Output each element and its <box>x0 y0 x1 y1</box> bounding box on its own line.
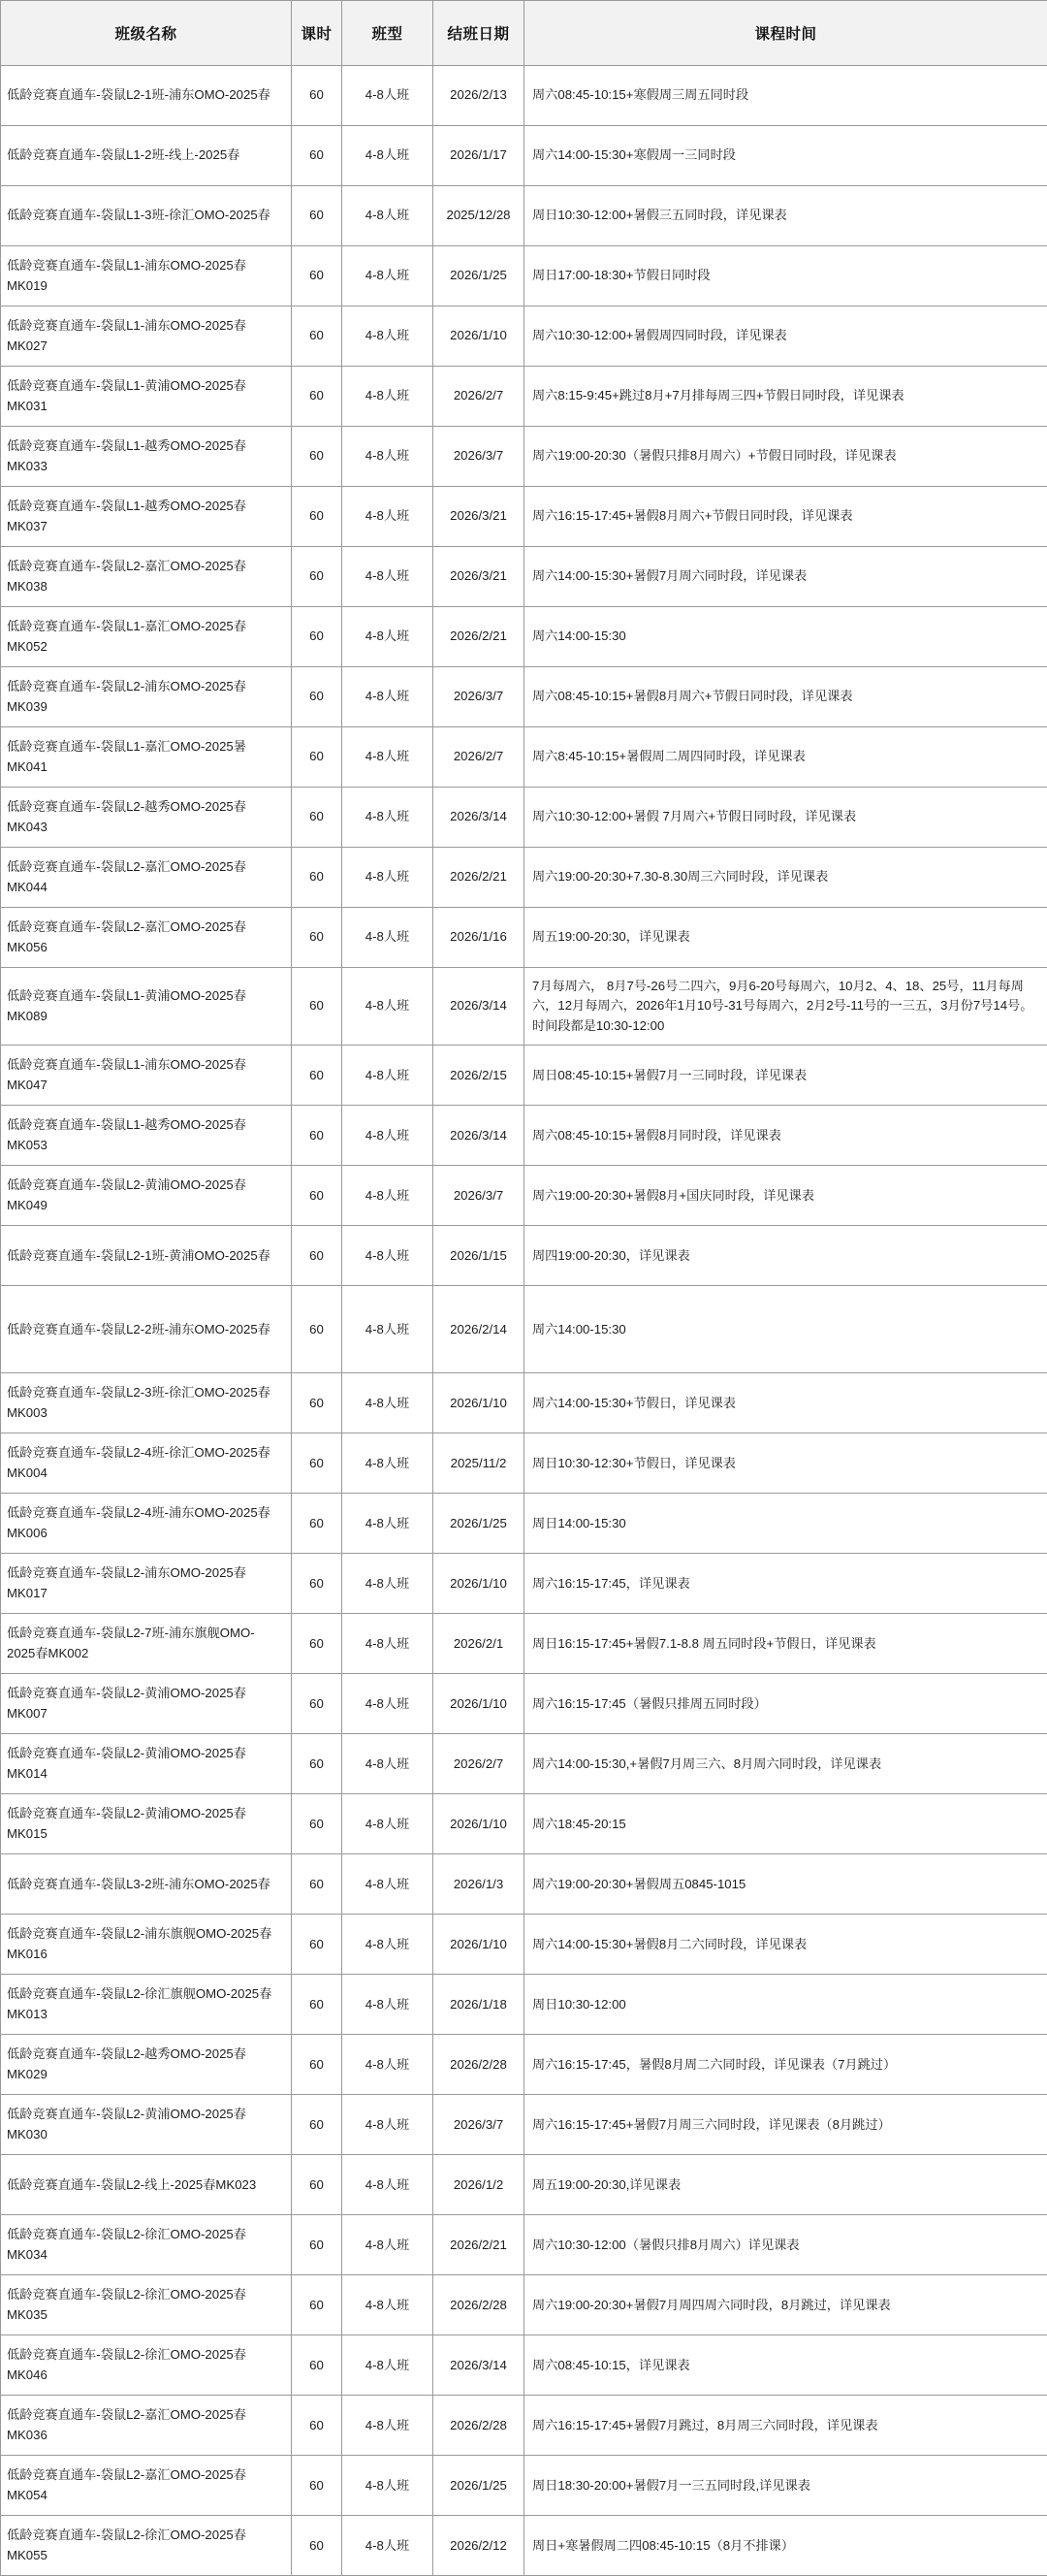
cell-hours: 60 <box>292 1915 342 1975</box>
table-row[interactable] <box>1 1614 1047 1674</box>
cell-class-name: 低龄竞赛直通车-袋鼠L1-越秀OMO-2025春MK033 <box>1 427 292 487</box>
cell-end-date: 2026/1/25 <box>433 1494 524 1554</box>
table-row[interactable] <box>1 1794 1047 1854</box>
cell-end-date: 2026/3/7 <box>433 667 524 727</box>
cell-course-time: 周六16:15-17:45+暑假7月周三六同时段，详见课表（8月跳过） <box>524 2095 1047 2155</box>
cell-hours: 60 <box>292 186 342 246</box>
cell-class-name: 低龄竞赛直通车-袋鼠L2-黄浦OMO-2025春MK015 <box>1 1794 292 1854</box>
cell-class-name: 低龄竞赛直通车-袋鼠L1-越秀OMO-2025春MK053 <box>1 1106 292 1166</box>
cell-class-name: 低龄竞赛直通车-袋鼠L2-嘉汇OMO-2025春MK056 <box>1 908 292 968</box>
cell-course-time: 周六19:00-20:30+暑假7月周四周六同时段，8月跳过，详见课表 <box>524 2275 1047 2335</box>
table-row[interactable] <box>1 1226 1047 1286</box>
table-row[interactable] <box>1 126 1047 186</box>
cell-hours: 60 <box>292 2155 342 2215</box>
cell-hours: 60 <box>292 367 342 427</box>
cell-class-type: 4-8人班 <box>342 1286 433 1373</box>
cell-class-type: 4-8人班 <box>342 1554 433 1614</box>
cell-class-type: 4-8人班 <box>342 487 433 547</box>
table-row[interactable] <box>1 2516 1047 2576</box>
cell-course-time: 周六08:45-10:15，详见课表 <box>524 2335 1047 2396</box>
cell-hours: 60 <box>292 427 342 487</box>
cell-class-name: 低龄竞赛直通车-袋鼠L2-越秀OMO-2025春MK043 <box>1 788 292 848</box>
cell-class-type: 4-8人班 <box>342 607 433 667</box>
cell-class-name: 低龄竞赛直通车-袋鼠L1-浦东OMO-2025春MK019 <box>1 246 292 306</box>
cell-hours: 60 <box>292 1854 342 1915</box>
cell-hours: 60 <box>292 727 342 788</box>
cell-course-time: 周六16:15-17:45+暑假8月周六+节假日同时段，详见课表 <box>524 487 1047 547</box>
cell-hours: 60 <box>292 2335 342 2396</box>
cell-hours: 60 <box>292 908 342 968</box>
cell-hours: 60 <box>292 1286 342 1373</box>
cell-hours: 60 <box>292 2396 342 2456</box>
cell-class-type: 4-8人班 <box>342 2456 433 2516</box>
cell-course-time: 周日08:45-10:15+暑假7月一三同时段，详见课表 <box>524 1046 1047 1106</box>
cell-class-type: 4-8人班 <box>342 2095 433 2155</box>
cell-class-type: 4-8人班 <box>342 1975 433 2035</box>
table-row[interactable] <box>1 848 1047 908</box>
cell-class-type: 4-8人班 <box>342 2335 433 2396</box>
cell-end-date: 2026/1/25 <box>433 246 524 306</box>
cell-hours: 60 <box>292 1494 342 1554</box>
cell-course-time: 周五19:00-20:30,详见课表 <box>524 2155 1047 2215</box>
cell-class-type: 4-8人班 <box>342 186 433 246</box>
cell-hours: 60 <box>292 1734 342 1794</box>
cell-course-time: 周六19:00-20:30+暑假8月+国庆同时段，详见课表 <box>524 1166 1047 1226</box>
cell-class-type: 4-8人班 <box>342 126 433 186</box>
cell-end-date: 2026/1/10 <box>433 1674 524 1734</box>
cell-class-type: 4-8人班 <box>342 66 433 126</box>
cell-class-type: 4-8人班 <box>342 367 433 427</box>
cell-end-date: 2026/2/28 <box>433 2275 524 2335</box>
cell-class-type: 4-8人班 <box>342 1674 433 1734</box>
cell-course-time: 周日10:30-12:30+节假日，详见课表 <box>524 1433 1047 1494</box>
cell-class-name: 低龄竞赛直通车-袋鼠L2-黄浦OMO-2025春MK049 <box>1 1166 292 1226</box>
cell-course-time: 周六19:00-20:30（暑假只排8月周六）+节假日同时段，详见课表 <box>524 427 1047 487</box>
column-header-hours[interactable]: 课时 <box>292 1 342 66</box>
table-row[interactable] <box>1 607 1047 667</box>
cell-class-type: 4-8人班 <box>342 427 433 487</box>
cell-course-time: 周六14:00-15:30+暑假8月二六同时段，详见课表 <box>524 1915 1047 1975</box>
cell-end-date: 2026/1/18 <box>433 1975 524 2035</box>
cell-class-type: 4-8人班 <box>342 1915 433 1975</box>
cell-class-name: 低龄竞赛直通车-袋鼠L2-黄浦OMO-2025春MK007 <box>1 1674 292 1734</box>
cell-class-name: 低龄竞赛直通车-袋鼠L2-越秀OMO-2025春MK029 <box>1 2035 292 2095</box>
cell-hours: 60 <box>292 487 342 547</box>
table-row[interactable] <box>1 2335 1047 2396</box>
cell-course-time: 7月每周六， 8月7号-26号二四六，9月6-20号每周六，10月2、4、18、25号，11月每周六，12月每周六，2026年1月10号-31号每周六，2月2号-11号的一三五，3月份7号14号。时间段都是10:30-12:00 <box>524 968 1047 1046</box>
table-row[interactable] <box>1 788 1047 848</box>
cell-end-date: 2026/2/13 <box>433 66 524 126</box>
cell-class-name: 低龄竞赛直通车-袋鼠L1-黄浦OMO-2025春MK089 <box>1 968 292 1046</box>
cell-course-time: 周六14:00-15:30+暑假7月周六同时段，详见课表 <box>524 547 1047 607</box>
table-row[interactable] <box>1 1734 1047 1794</box>
table-row[interactable] <box>1 547 1047 607</box>
table-row[interactable] <box>1 66 1047 126</box>
cell-class-type: 4-8人班 <box>342 2396 433 2456</box>
cell-end-date: 2026/1/17 <box>433 126 524 186</box>
cell-end-date: 2026/2/28 <box>433 2035 524 2095</box>
table-row[interactable] <box>1 1373 1047 1433</box>
cell-class-name: 低龄竞赛直通车-袋鼠L2-黄浦OMO-2025春MK014 <box>1 1734 292 1794</box>
table-row[interactable] <box>1 667 1047 727</box>
cell-course-time: 周六08:45-10:15+暑假8月周六+节假日同时段，详见课表 <box>524 667 1047 727</box>
cell-course-time: 周六08:45-10:15+寒假周三周五同时段 <box>524 66 1047 126</box>
table-row[interactable] <box>1 1166 1047 1226</box>
cell-hours: 60 <box>292 1975 342 2035</box>
cell-class-type: 4-8人班 <box>342 1166 433 1226</box>
cell-class-name: 低龄竞赛直通车-袋鼠L2-嘉汇OMO-2025春MK054 <box>1 2456 292 2516</box>
cell-end-date: 2025/12/28 <box>433 186 524 246</box>
cell-hours: 60 <box>292 2215 342 2275</box>
cell-hours: 60 <box>292 1614 342 1674</box>
cell-class-type: 4-8人班 <box>342 667 433 727</box>
cell-class-type: 4-8人班 <box>342 1046 433 1106</box>
cell-hours: 60 <box>292 126 342 186</box>
cell-end-date: 2026/1/2 <box>433 2155 524 2215</box>
cell-hours: 60 <box>292 246 342 306</box>
cell-class-name: 低龄竞赛直通车-袋鼠L2-4班-徐汇OMO-2025春MK004 <box>1 1433 292 1494</box>
cell-end-date: 2026/3/21 <box>433 487 524 547</box>
table-row[interactable] <box>1 367 1047 427</box>
cell-class-type: 4-8人班 <box>342 968 433 1046</box>
cell-class-type: 4-8人班 <box>342 1433 433 1494</box>
cell-hours: 60 <box>292 1554 342 1614</box>
cell-class-name: 低龄竞赛直通车-袋鼠L1-3班-徐汇OMO-2025春 <box>1 186 292 246</box>
cell-class-name: 低龄竞赛直通车-袋鼠L2-黄浦OMO-2025春MK030 <box>1 2095 292 2155</box>
column-header-class-type[interactable]: 班型 <box>342 1 433 66</box>
cell-class-type: 4-8人班 <box>342 246 433 306</box>
cell-class-name: 低龄竞赛直通车-袋鼠L1-浦东OMO-2025春MK027 <box>1 306 292 367</box>
cell-course-time: 周六16:15-17:45+暑假7月跳过，8月周三六同时段，详见课表 <box>524 2396 1047 2456</box>
cell-end-date: 2026/3/21 <box>433 547 524 607</box>
cell-class-type: 4-8人班 <box>342 1373 433 1433</box>
cell-hours: 60 <box>292 1106 342 1166</box>
cell-course-time: 周六16:15-17:45（暑假只排周五同时段） <box>524 1674 1047 1734</box>
column-header-class-name[interactable]: 班级名称 <box>1 1 292 66</box>
table-row[interactable] <box>1 2456 1047 2516</box>
cell-course-time: 周日10:30-12:00+暑假三五同时段，详见课表 <box>524 186 1047 246</box>
cell-class-type: 4-8人班 <box>342 2035 433 2095</box>
cell-class-type: 4-8人班 <box>342 2275 433 2335</box>
cell-class-type: 4-8人班 <box>342 1494 433 1554</box>
cell-end-date: 2026/1/3 <box>433 1854 524 1915</box>
cell-hours: 60 <box>292 2095 342 2155</box>
cell-class-type: 4-8人班 <box>342 547 433 607</box>
cell-class-type: 4-8人班 <box>342 1794 433 1854</box>
table-row[interactable] <box>1 1286 1047 1373</box>
cell-course-time: 周日+寒暑假周二四08:45-10:15（8月不排课） <box>524 2516 1047 2576</box>
cell-hours: 60 <box>292 2516 342 2576</box>
cell-end-date: 2026/1/10 <box>433 1915 524 1975</box>
header-row <box>1 1 1047 66</box>
cell-hours: 60 <box>292 667 342 727</box>
cell-end-date: 2026/2/28 <box>433 2396 524 2456</box>
cell-course-time: 周六10:30-12:00+暑假 7月周六+节假日同时段，详见课表 <box>524 788 1047 848</box>
cell-end-date: 2026/2/14 <box>433 1286 524 1373</box>
cell-course-time: 周日17:00-18:30+节假日同时段 <box>524 246 1047 306</box>
cell-hours: 60 <box>292 306 342 367</box>
cell-class-type: 4-8人班 <box>342 1734 433 1794</box>
cell-end-date: 2026/2/12 <box>433 2516 524 2576</box>
cell-class-name: 低龄竞赛直通车-袋鼠L2-线上-2025春MK023 <box>1 2155 292 2215</box>
cell-course-time: 周六16:15-17:45，详见课表 <box>524 1554 1047 1614</box>
cell-class-name: 低龄竞赛直通车-袋鼠L2-2班-浦东OMO-2025春 <box>1 1286 292 1373</box>
cell-hours: 60 <box>292 2456 342 2516</box>
cell-hours: 60 <box>292 1794 342 1854</box>
cell-class-name: 低龄竞赛直通车-袋鼠L2-7班-浦东旗舰OMO-2025春MK002 <box>1 1614 292 1674</box>
cell-end-date: 2026/1/15 <box>433 1226 524 1286</box>
cell-course-time: 周六08:45-10:15+暑假8月同时段，详见课表 <box>524 1106 1047 1166</box>
cell-hours: 60 <box>292 607 342 667</box>
cell-class-name: 低龄竞赛直通车-袋鼠L2-徐汇OMO-2025春MK046 <box>1 2335 292 2396</box>
cell-end-date: 2026/3/7 <box>433 2095 524 2155</box>
cell-course-time: 周六19:00-20:30+7.30-8.30周三六同时段，详见课表 <box>524 848 1047 908</box>
table-row[interactable] <box>1 1433 1047 1494</box>
table-row[interactable] <box>1 2155 1047 2215</box>
cell-course-time: 周六8:45-10:15+暑假周二周四同时段，详见课表 <box>524 727 1047 788</box>
cell-course-time: 周六14:00-15:30 <box>524 607 1047 667</box>
table-row[interactable] <box>1 487 1047 547</box>
cell-end-date: 2026/2/7 <box>433 727 524 788</box>
cell-class-type: 4-8人班 <box>342 2516 433 2576</box>
cell-course-time: 周六10:30-12:00（暑假只排8月周六）详见课表 <box>524 2215 1047 2275</box>
column-header-end-date[interactable]: 结班日期 <box>433 1 524 66</box>
cell-class-name: 低龄竞赛直通车-袋鼠L1-嘉汇OMO-2025暑MK041 <box>1 727 292 788</box>
cell-hours: 60 <box>292 547 342 607</box>
table-body <box>1 66 1047 2576</box>
cell-hours: 60 <box>292 1166 342 1226</box>
table-row[interactable] <box>1 1854 1047 1915</box>
cell-course-time: 周六8:15-9:45+跳过8月+7月排每周三四+节假日同时段，详见课表 <box>524 367 1047 427</box>
cell-end-date: 2026/3/14 <box>433 2335 524 2396</box>
cell-class-name: 低龄竞赛直通车-袋鼠L1-越秀OMO-2025春MK037 <box>1 487 292 547</box>
cell-hours: 60 <box>292 66 342 126</box>
cell-end-date: 2026/2/7 <box>433 1734 524 1794</box>
table-row[interactable] <box>1 2275 1047 2335</box>
cell-class-type: 4-8人班 <box>342 848 433 908</box>
table-row[interactable] <box>1 1494 1047 1554</box>
column-header-course-time[interactable]: 课程时间 <box>524 1 1047 66</box>
table-row[interactable] <box>1 727 1047 788</box>
table-row[interactable] <box>1 427 1047 487</box>
table-row[interactable] <box>1 246 1047 306</box>
table-row[interactable] <box>1 2215 1047 2275</box>
cell-class-type: 4-8人班 <box>342 1614 433 1674</box>
cell-end-date: 2026/1/10 <box>433 306 524 367</box>
cell-class-name: 低龄竞赛直通车-袋鼠L2-1班-浦东OMO-2025春 <box>1 66 292 126</box>
cell-course-time: 周六10:30-12:00+暑假周四同时段，详见课表 <box>524 306 1047 367</box>
cell-end-date: 2026/3/14 <box>433 788 524 848</box>
cell-hours: 60 <box>292 1046 342 1106</box>
cell-class-type: 4-8人班 <box>342 1106 433 1166</box>
table-row[interactable] <box>1 968 1047 1046</box>
cell-class-name: 低龄竞赛直通车-袋鼠L2-徐汇OMO-2025春MK055 <box>1 2516 292 2576</box>
table-header <box>1 1 1047 66</box>
cell-end-date: 2026/1/25 <box>433 2456 524 2516</box>
table-row[interactable] <box>1 2396 1047 2456</box>
cell-end-date: 2026/2/21 <box>433 848 524 908</box>
cell-hours: 60 <box>292 1373 342 1433</box>
cell-end-date: 2026/2/15 <box>433 1046 524 1106</box>
cell-class-name: 低龄竞赛直通车-袋鼠L2-4班-浦东OMO-2025春MK006 <box>1 1494 292 1554</box>
cell-class-name: 低龄竞赛直通车-袋鼠L2-嘉汇OMO-2025春MK044 <box>1 848 292 908</box>
cell-class-type: 4-8人班 <box>342 2215 433 2275</box>
cell-course-time: 周六18:45-20:15 <box>524 1794 1047 1854</box>
cell-course-time: 周六14:00-15:30 <box>524 1286 1047 1373</box>
cell-class-type: 4-8人班 <box>342 2155 433 2215</box>
table-row[interactable] <box>1 1106 1047 1166</box>
cell-end-date: 2025/11/2 <box>433 1433 524 1494</box>
cell-class-name: 低龄竞赛直通车-袋鼠L1-浦东OMO-2025春MK047 <box>1 1046 292 1106</box>
cell-hours: 60 <box>292 848 342 908</box>
cell-class-name: 低龄竞赛直通车-袋鼠L2-浦东OMO-2025春MK017 <box>1 1554 292 1614</box>
cell-class-name: 低龄竞赛直通车-袋鼠L2-嘉汇OMO-2025春MK036 <box>1 2396 292 2456</box>
cell-end-date: 2026/1/10 <box>433 1554 524 1614</box>
table-row[interactable] <box>1 186 1047 246</box>
cell-course-time: 周六19:00-20:30+暑假周五0845-1015 <box>524 1854 1047 1915</box>
cell-hours: 60 <box>292 2275 342 2335</box>
cell-end-date: 2026/1/10 <box>433 1373 524 1433</box>
cell-class-name: 低龄竞赛直通车-袋鼠L2-徐汇OMO-2025春MK035 <box>1 2275 292 2335</box>
table-row[interactable] <box>1 1046 1047 1106</box>
cell-course-time: 周四19:00-20:30，详见课表 <box>524 1226 1047 1286</box>
cell-class-name: 低龄竞赛直通车-袋鼠L2-浦东旗舰OMO-2025春MK016 <box>1 1915 292 1975</box>
cell-hours: 60 <box>292 2035 342 2095</box>
cell-end-date: 2026/1/10 <box>433 1794 524 1854</box>
cell-end-date: 2026/3/7 <box>433 427 524 487</box>
table-row[interactable] <box>1 1975 1047 2035</box>
cell-end-date: 2026/2/7 <box>433 367 524 427</box>
cell-end-date: 2026/3/14 <box>433 968 524 1046</box>
cell-course-time: 周日14:00-15:30 <box>524 1494 1047 1554</box>
cell-course-time: 周日10:30-12:00 <box>524 1975 1047 2035</box>
cell-course-time: 周六16:15-17:45，暑假8月周二六同时段，详见课表（7月跳过） <box>524 2035 1047 2095</box>
table-row[interactable] <box>1 908 1047 968</box>
cell-hours: 60 <box>292 1674 342 1734</box>
cell-class-type: 4-8人班 <box>342 1854 433 1915</box>
cell-course-time: 周六14:00-15:30+寒假周一三同时段 <box>524 126 1047 186</box>
cell-end-date: 2026/3/7 <box>433 1166 524 1226</box>
cell-hours: 60 <box>292 1226 342 1286</box>
cell-class-name: 低龄竞赛直通车-袋鼠L2-嘉汇OMO-2025春MK038 <box>1 547 292 607</box>
cell-end-date: 2026/1/16 <box>433 908 524 968</box>
cell-hours: 60 <box>292 968 342 1046</box>
cell-course-time: 周日18:30-20:00+暑假7月一三五同时段,详见课表 <box>524 2456 1047 2516</box>
cell-course-time: 周五19:00-20:30，详见课表 <box>524 908 1047 968</box>
cell-end-date: 2026/2/1 <box>433 1614 524 1674</box>
cell-class-name: 低龄竞赛直通车-袋鼠L1-2班-线上-2025春 <box>1 126 292 186</box>
table-row[interactable] <box>1 2035 1047 2095</box>
cell-end-date: 2026/3/14 <box>433 1106 524 1166</box>
table-row[interactable] <box>1 2095 1047 2155</box>
cell-class-type: 4-8人班 <box>342 306 433 367</box>
cell-class-name: 低龄竞赛直通车-袋鼠L1-黄浦OMO-2025春MK031 <box>1 367 292 427</box>
cell-end-date: 2026/2/21 <box>433 607 524 667</box>
cell-class-type: 4-8人班 <box>342 908 433 968</box>
cell-class-name: 低龄竞赛直通车-袋鼠L1-嘉汇OMO-2025春MK052 <box>1 607 292 667</box>
table-row[interactable] <box>1 1915 1047 1975</box>
cell-class-name: 低龄竞赛直通车-袋鼠L2-徐汇OMO-2025春MK034 <box>1 2215 292 2275</box>
cell-class-name: 低龄竞赛直通车-袋鼠L2-3班-徐汇OMO-2025春MK003 <box>1 1373 292 1433</box>
cell-course-time: 周六14:00-15:30+节假日，详见课表 <box>524 1373 1047 1433</box>
cell-class-name: 低龄竞赛直通车-袋鼠L3-2班-浦东OMO-2025春 <box>1 1854 292 1915</box>
table-row[interactable] <box>1 306 1047 367</box>
table-row[interactable] <box>1 1554 1047 1614</box>
cell-class-type: 4-8人班 <box>342 788 433 848</box>
cell-end-date: 2026/2/21 <box>433 2215 524 2275</box>
cell-course-time: 周六14:00-15:30,+暑假7月周三六、8月周六同时段，详见课表 <box>524 1734 1047 1794</box>
cell-class-type: 4-8人班 <box>342 1226 433 1286</box>
cell-course-time: 周日16:15-17:45+暑假7.1-8.8 周五同时段+节假日，详见课表 <box>524 1614 1047 1674</box>
cell-class-name: 低龄竞赛直通车-袋鼠L2-1班-黄浦OMO-2025春 <box>1 1226 292 1286</box>
cell-hours: 60 <box>292 788 342 848</box>
cell-class-name: 低龄竞赛直通车-袋鼠L2-浦东OMO-2025春MK039 <box>1 667 292 727</box>
cell-class-name: 低龄竞赛直通车-袋鼠L2-徐汇旗舰OMO-2025春MK013 <box>1 1975 292 2035</box>
cell-hours: 60 <box>292 1433 342 1494</box>
cell-class-type: 4-8人班 <box>342 727 433 788</box>
table-row[interactable] <box>1 1674 1047 1734</box>
